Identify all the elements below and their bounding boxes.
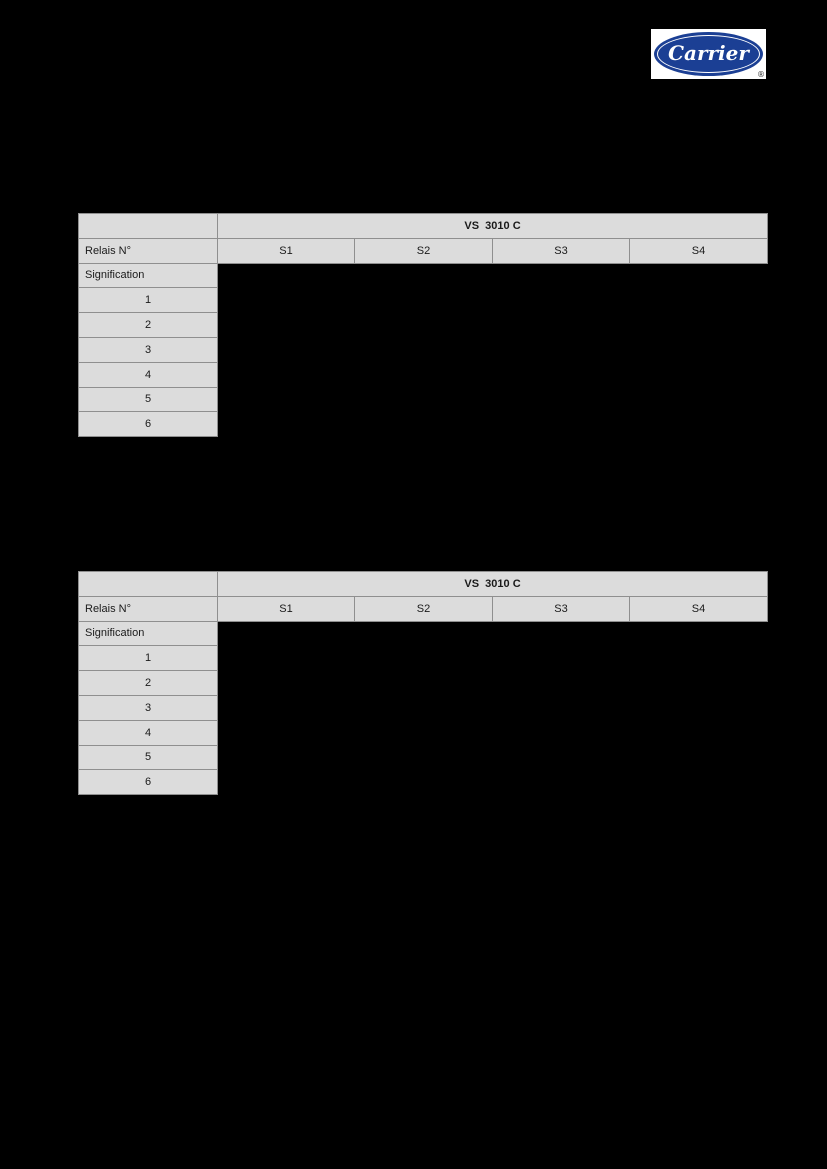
- carrier-logo-text: Carrier: [668, 41, 749, 65]
- corner-empty-cell: [79, 572, 218, 597]
- carrier-logo: [651, 29, 766, 79]
- relay-number-cell: 4: [79, 720, 218, 745]
- relay-table-1: [78, 213, 768, 437]
- column-header-s3: S3: [493, 238, 630, 263]
- column-header-s3: S3: [493, 596, 630, 621]
- relay-number-cell: 4: [79, 362, 218, 387]
- empty-region: [218, 412, 768, 437]
- model-header-cell: VS 3010 C: [218, 572, 768, 597]
- table-row: [79, 720, 768, 745]
- table-row: [79, 596, 768, 621]
- relay-number-cell: 1: [79, 288, 218, 313]
- signification-label-cell: Signification: [79, 621, 218, 646]
- empty-region: [218, 671, 768, 696]
- registered-trademark-icon: ®: [757, 70, 765, 79]
- empty-region: [218, 362, 768, 387]
- carrier-logo-ellipse: [654, 32, 763, 76]
- empty-region: [218, 387, 768, 412]
- table-row: [79, 621, 768, 646]
- relay-number-cell: 2: [79, 671, 218, 696]
- model-header-cell: VS 3010 C: [218, 214, 768, 239]
- table-row: [79, 362, 768, 387]
- relais-label-cell: Relais N°: [79, 238, 218, 263]
- table-row: [79, 313, 768, 338]
- column-header-s2: S2: [355, 238, 493, 263]
- table-row: [79, 646, 768, 671]
- relay-table-2: [78, 571, 768, 795]
- table-row: [79, 572, 768, 597]
- table-row: [79, 412, 768, 437]
- column-header-s1: S1: [218, 596, 355, 621]
- column-header-s1: S1: [218, 238, 355, 263]
- empty-region: [218, 695, 768, 720]
- relay-number-cell: 6: [79, 412, 218, 437]
- empty-region: [218, 337, 768, 362]
- corner-empty-cell: [79, 214, 218, 239]
- column-header-s4: S4: [630, 238, 768, 263]
- empty-region: [218, 621, 768, 646]
- table-row: [79, 695, 768, 720]
- table-row: [79, 214, 768, 239]
- relay-number-cell: 1: [79, 646, 218, 671]
- table-row: [79, 238, 768, 263]
- empty-region: [218, 720, 768, 745]
- table-row: [79, 745, 768, 770]
- relay-number-cell: 3: [79, 695, 218, 720]
- table-row: [79, 671, 768, 696]
- table-row: [79, 770, 768, 795]
- column-header-s4: S4: [630, 596, 768, 621]
- column-header-s2: S2: [355, 596, 493, 621]
- table-row: [79, 387, 768, 412]
- empty-region: [218, 313, 768, 338]
- table-row: [79, 263, 768, 288]
- relay-number-cell: 6: [79, 770, 218, 795]
- relay-number-cell: 2: [79, 313, 218, 338]
- relais-label-cell: Relais N°: [79, 596, 218, 621]
- empty-region: [218, 288, 768, 313]
- empty-region: [218, 263, 768, 288]
- relay-number-cell: 5: [79, 745, 218, 770]
- relay-number-cell: 5: [79, 387, 218, 412]
- relay-number-cell: 3: [79, 337, 218, 362]
- empty-region: [218, 646, 768, 671]
- table-row: [79, 288, 768, 313]
- empty-region: [218, 770, 768, 795]
- signification-label-cell: Signification: [79, 263, 218, 288]
- empty-region: [218, 745, 768, 770]
- table-row: [79, 337, 768, 362]
